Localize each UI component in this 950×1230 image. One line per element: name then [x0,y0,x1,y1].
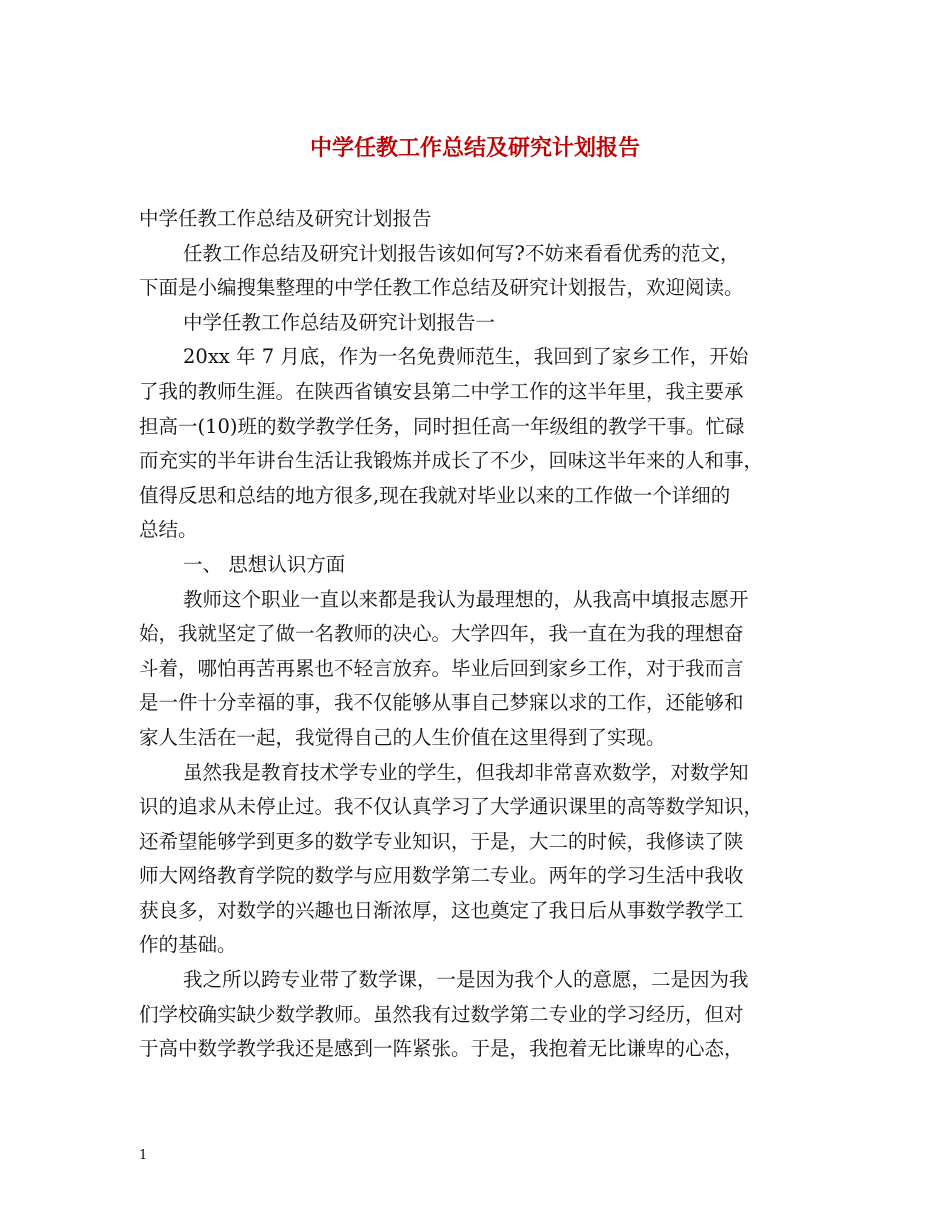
body-line: 了我的教师生涯。在陕西省镇安县第二中学工作的这半年里，我主要承 [139,379,744,403]
body-line: 教师这个职业一直以来都是我认为最理想的，从我高中填报志愿开 [183,587,749,611]
body-line: 我之所以跨专业带了数学课，一是因为我个人的意愿，二是因为我 [183,968,749,992]
body-line: 虽然我是教育技术学专业的学生，但我却非常喜欢数学，对数学知 [183,760,749,784]
body-line: 获良多，对数学的兴趣也日渐浓厚，这也奠定了我日后从事数学教学工 [139,898,744,922]
body-line: 识的追求从未停止过。我不仅认真学习了大学通识课里的高等数学知识， [139,795,764,819]
body-line: 而充实的半年讲台生活让我锻炼并成长了不少，回味这半年来的人和事， [139,449,764,473]
body-line: 20xx 年 7 月底，作为一名免费师范生，我回到了家乡工作，开始 [183,345,749,369]
body-line: 还希望能够学到更多的数学专业知识，于是，大二的时候，我修读了陕 [139,829,744,853]
body-line: 们学校确实缺少数学教师。虽然我有过数学第二专业的学习经历，但对 [139,1002,744,1026]
body-line: 值得反思和总结的地方很多,现在我就对毕业以来的工作做一个详细的 [139,483,731,507]
body-line: 作的基础。 [139,933,237,957]
body-line: 总结。 [139,518,198,542]
body-line: 师大网络教育学院的数学与应用数学第二专业。两年的学习生活中我收 [139,864,744,888]
body-line: 任教工作总结及研究计划报告该如何写?不妨来看看优秀的范文， [183,241,740,265]
page-number: 1 [139,1148,148,1163]
body-line: 于高中数学教学我还是感到一阵紧张。于是，我抱着无比谦卑的心态， [139,1037,744,1061]
body-line: 下面是小编搜集整理的中学任教工作总结及研究计划报告，欢迎阅读。 [139,276,744,300]
body-line: 始，我就坚定了做一名教师的决心。大学四年，我一直在为我的理想奋 [139,622,744,646]
body-line: 家人生活在一起，我觉得自己的人生价值在这里得到了实现。 [139,725,666,749]
body-line: 担高一(10)班的数学教学任务，同时担任高一年级组的教学干事。忙碌 [139,414,745,438]
document-body [139,202,819,1067]
body-line: 是一件十分幸福的事，我不仅能够从事自己梦寐以求的工作，还能够和 [139,691,744,715]
body-line: 斗着，哪怕再苦再累也不轻言放弃。毕业后回到家乡工作，对于我而言 [139,656,744,680]
body-line: 中学任教工作总结及研究计划报告 [139,207,432,230]
document-title: 中学任教工作总结及研究计划报告 [309,135,640,161]
body-line: 一、 思想认识方面 [183,552,346,576]
body-line: 中学任教工作总结及研究计划报告一 [183,310,496,334]
